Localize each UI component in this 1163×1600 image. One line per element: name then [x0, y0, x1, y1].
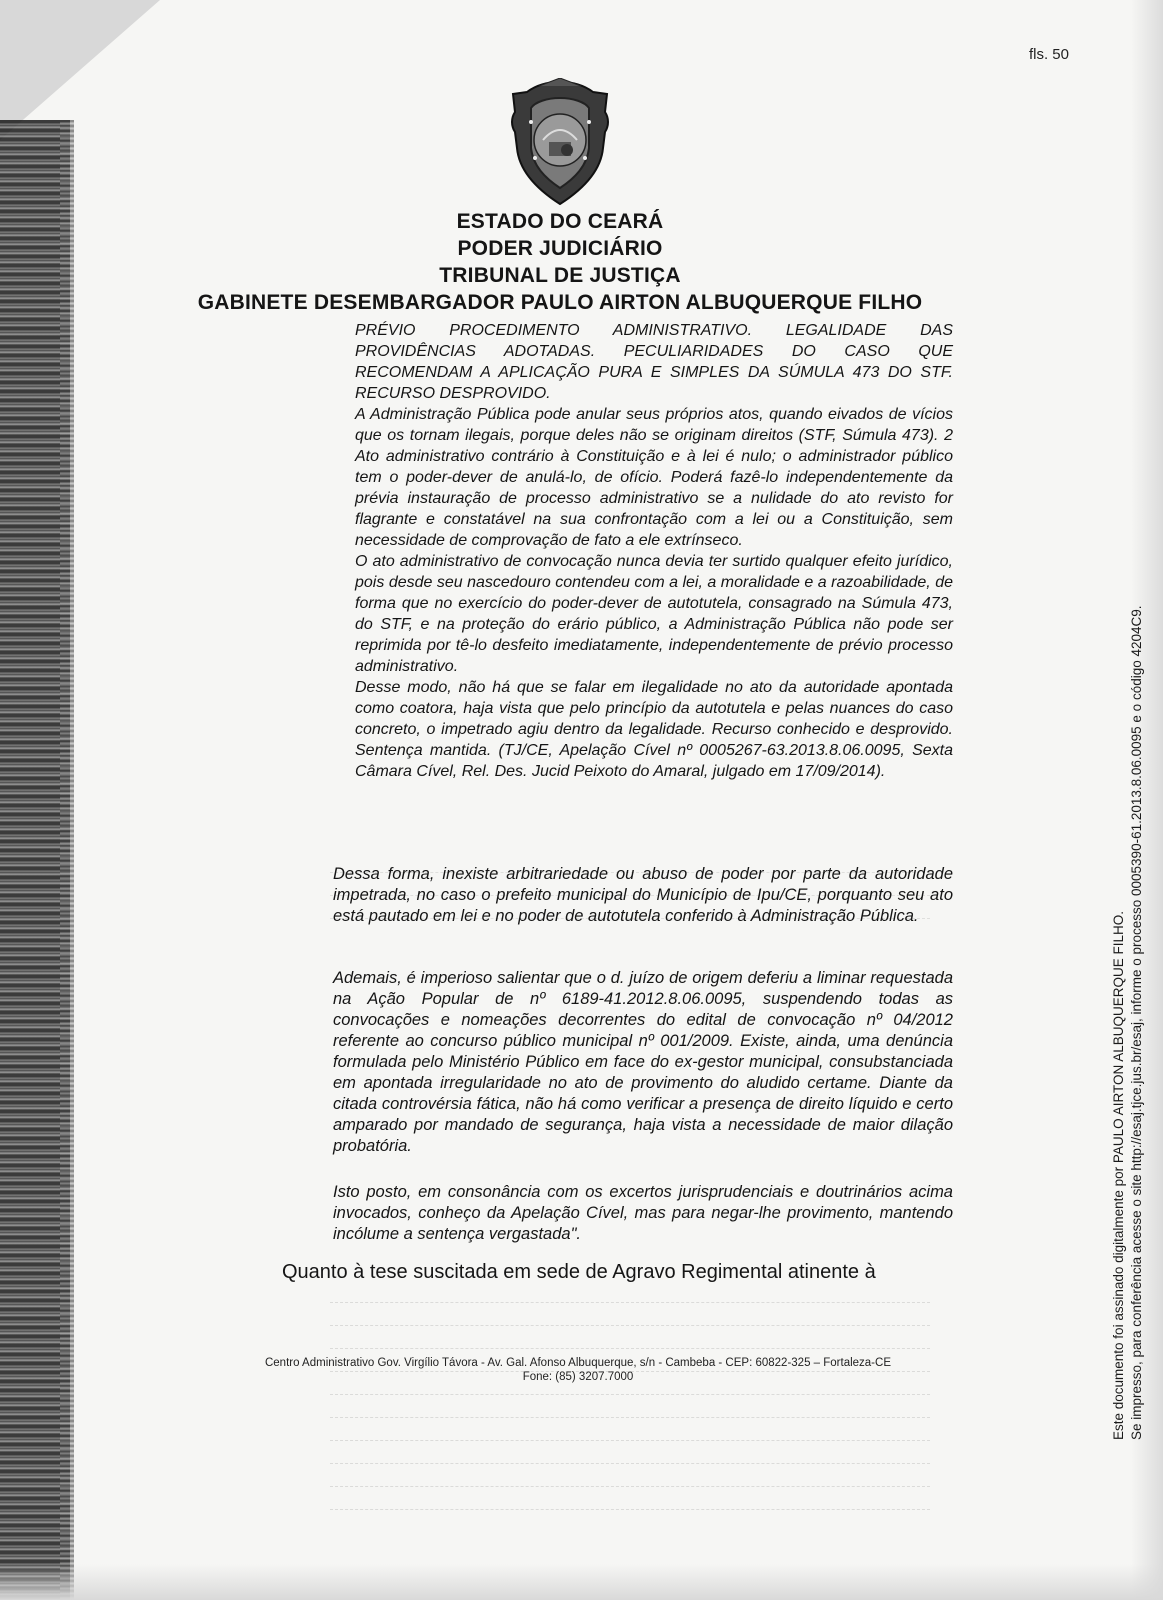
verification-line: Se impresso, para conferência acesse o site http://esaj.tjce.jus.br/esaj, informe o processo 0005390-61.2013.8.06.0095 e o código 4204C9.	[1129, 605, 1144, 1440]
quote-paragraph: O ato administrativo de convocação nunca devia ter surtido qualquer efeito jurídico, pois desde seu nascedouro contendeu com a lei, a moralidade e a razoabilidade, de forma que no exercício do poder-dever de autotutela, consagrado na Súmula 473, do STF, e na proteção do erário público, a Administração Pública não pode ser reprimida por tê-lo desfeito imediatamente, independentemente de prévio processo administrativo.	[355, 553, 953, 675]
signature-line: Este documento foi assinado digitalmente por PAULO AIRTON ALBUQUERQUE FILHO.	[1111, 911, 1126, 1440]
digital-signature-notice	[1110, 605, 1146, 1440]
body-text: Ademais, é imperioso salientar que o d. juízo de origem deferiu a liminar requestada na Ação Popular de nº 6189-41.2012.8.06.0095, suspendendo todas as convocações e nomeações decorrentes do edital de convocação nº 04/2012 referente ao concurso público municipal nº 001/2009. Existe, ainda, uma denúncia formulada pelo Ministério Público em face do ex-gestor municipal, consubstanciada em apontada irregularidade no ato de provimento do aludido certame. Diante da citada controvérsia fática, não há como verificar a presença de direito líquido e certo amparado por mandado de segurança, haja vista a necessidade de maior dilação probatória.	[333, 969, 953, 1155]
header-state: ESTADO DO CEARÁ	[456, 210, 664, 233]
body-text: Isto posto, em consonância com os excertos jurisprudenciais e doutrinários acima invocados, conheço da Apelação Cível, mas para negar-lhe provimento, mantendo incólume a sentença vergastada".	[333, 1183, 953, 1243]
state-seal-icon	[505, 78, 615, 208]
body-text: Dessa forma, inexiste arbitrariedade ou abuso de poder por parte da autoridade impetrada, no caso o prefeito municipal do Município de Ipu/CE, porquanto seu ato está pautado em lei e no poder de autotutela conferido à Administração Pública.	[333, 865, 953, 925]
quoted-precedent	[355, 320, 953, 782]
header-judiciary: PODER JUDICIÁRIO	[457, 237, 663, 260]
bleed-through-texture-bottom	[330, 1280, 930, 1550]
page-number: fls. 50	[1028, 46, 1069, 63]
header-court: TRIBUNAL DE JUSTIÇA	[439, 264, 681, 287]
folded-corner	[0, 0, 160, 140]
footer-phone: Fone: (85) 3207.7000	[522, 1371, 634, 1383]
quote-paragraph: A Administração Pública pode anular seus próprios atos, quando eivados de vícios que os tornam ilegais, porque deles não se originam direitos (STF, Súmula 473). 2 Ato administrativo contrário à Constituição e à lei é nulo; o administrador público tem o poder-dever de anulá-lo, de ofício. Poderá fazê-lo independentemente da prévia instauração de processo administrativo se a nulidade do ato revisto for flagrante e constatável na sua confrontação com a lei ou a Constituição, sem necessidade de comprovação de fato a ele extrínseco.	[355, 406, 953, 549]
header-chamber: GABINETE DESEMBARGADOR PAULO AIRTON ALBUQUERQUE FILHO	[197, 291, 923, 314]
quote-summary: PRÉVIO PROCEDIMENTO ADMINISTRATIVO. LEGALIDADE DAS PROVIDÊNCIAS ADOTADAS. PECULIARIDADES DO CASO QUE RECOMENDAM A APLICAÇÃO PURA E SIMPLES DA SÚMULA 473 DO STF. RECURSO DESPROVIDO.	[355, 322, 953, 402]
body-paragraph	[333, 864, 953, 927]
body-paragraph	[333, 968, 953, 1157]
footer-address: Centro Administrativo Gov. Virgílio Távora - Av. Gal. Afonso Albuquerque, s/n - Cambeba - CEP: 60822-325 – Fortaleza-CE	[264, 1357, 891, 1369]
quote-paragraph: Desse modo, não há que se falar em ilegalidade no ato da autoridade apontada como coatora, haja vista que pelo princípio da autotutela e pelas nuances do caso concreto, o impetrado agiu dentro da legalidade. Recurso conhecido e desprovido. Sentença mantida. (TJ/CE, Apelação Cível nº 0005267-63.2013.8.06.0095, Sexta Câmara Cível, Rel. Des. Jucid Peixoto do Amaral, julgado em 17/09/2014).	[355, 679, 953, 780]
body-paragraph-regular: Quanto à tese suscitada em sede de Agravo Regimental atinente à	[282, 1261, 876, 1283]
page-footer	[218, 1356, 938, 1384]
body-paragraph	[333, 1182, 953, 1245]
copier-streak-edge	[60, 120, 74, 1600]
page-bottom-shadow	[0, 1564, 1163, 1600]
